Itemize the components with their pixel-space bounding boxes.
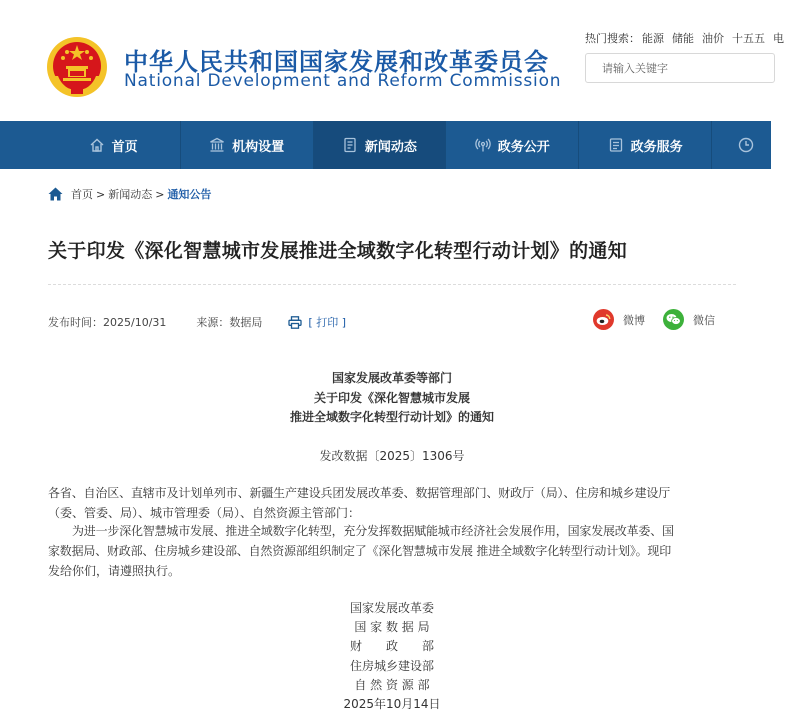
nav-item-organization[interactable]: [181, 121, 314, 169]
wechat-icon: [663, 309, 684, 330]
breadcrumb-link[interactable]: 新闻动态: [108, 188, 153, 201]
home-icon[interactable]: [48, 187, 63, 201]
breadcrumb: [48, 186, 211, 202]
search-box: [585, 53, 775, 83]
breadcrumb-separator: >: [96, 187, 106, 201]
doc-issuer: 国家发展改革委等部门: [331, 371, 452, 385]
breadcrumb-separator: >: [155, 187, 165, 201]
hot-search: [585, 30, 792, 46]
hot-term-link[interactable]: 十五五: [732, 32, 765, 45]
signatory: 住房城乡建设部: [349, 659, 434, 673]
nav-label: 政务服务: [630, 139, 683, 155]
news-icon: [342, 137, 358, 153]
nav-label: 首页: [111, 139, 138, 155]
hot-search-label: 热门搜索：: [585, 32, 640, 45]
printer-icon: [288, 316, 302, 329]
doc-heading-line: 推进全域数字化转型行动计划》的通知: [289, 410, 494, 424]
print-button[interactable]: [288, 314, 346, 330]
doc-text-line: 为进一步深化智慧城市发展、推进全域数字化转型，充分发挥数据赋能城市经济社会发展作用，国家发展改革委、国: [72, 524, 674, 538]
article-source: 来源：数据局: [196, 316, 263, 329]
article-title: 关于印发《深化智慧城市发展推进全域数字化转型行动计划》的通知: [48, 240, 628, 262]
doc-heading-line: 关于印发《深化智慧城市发展: [313, 391, 470, 405]
main-nav: [0, 121, 771, 169]
share-weixin-label: 微信: [693, 313, 715, 327]
print-label: [ 打印 ]: [308, 316, 346, 329]
publish-time: 发布时间：2025/10/31: [48, 316, 167, 329]
signatory: 自 然 资 源 部: [354, 678, 430, 692]
breadcrumb-current[interactable]: 通知公告: [167, 188, 212, 201]
nav-label: 政务公开: [497, 139, 550, 155]
signatory: 国家发展改革委: [349, 601, 434, 615]
doc-number: 发改数据〔2025〕1306号: [319, 449, 465, 463]
national-emblem-icon[interactable]: [46, 36, 108, 98]
nav-label: 机构设置: [232, 139, 285, 155]
nav-item-government-affairs[interactable]: [446, 121, 579, 169]
doc-body: [48, 521, 740, 581]
broadcast-icon: [475, 137, 491, 153]
site-title-en[interactable]: National Development and Reform Commission: [124, 71, 562, 91]
nav-label: 新闻动态: [364, 139, 417, 155]
site-title-cn[interactable]: 中华人民共和国国家发展和改革委员会: [124, 48, 549, 76]
doc-recipients: [48, 483, 740, 523]
share-weibo-button[interactable]: [593, 309, 645, 330]
signatory: 国 家 数 据 局: [354, 620, 430, 634]
hot-term-link[interactable]: 电: [773, 32, 784, 45]
document-icon: [608, 137, 624, 153]
search-input[interactable]: [586, 54, 774, 82]
title-divider: [48, 284, 736, 285]
clock-icon: [738, 137, 754, 153]
nav-item-services[interactable]: [579, 121, 712, 169]
home-icon: [89, 137, 105, 153]
doc-text-line: （委、管委、局）、城市管理委（局）、自然资源主管部门：: [48, 506, 361, 520]
nav-item-more[interactable]: [712, 121, 771, 169]
nav-item-home[interactable]: [0, 121, 181, 169]
doc-date: 2025年10月14日: [343, 697, 441, 711]
hot-term-link[interactable]: 油价: [702, 32, 724, 45]
article-meta: [48, 314, 346, 330]
building-icon: [209, 137, 225, 153]
hot-term-link[interactable]: 储能: [672, 32, 694, 45]
doc-text-line: 发给你们，请遵照执行。: [48, 564, 181, 578]
breadcrumb-link[interactable]: 首页: [71, 188, 93, 201]
doc-text-line: 家数据局、财政部、住房城乡建设部、自然资源部组织制定了《深化智慧城市发展 推进全域数字化转型行动计划》。现印: [48, 544, 672, 558]
weibo-icon: [593, 309, 614, 330]
signatory: 财 政 部: [349, 639, 434, 653]
nav-item-news[interactable]: [314, 121, 447, 169]
site-header: [0, 0, 784, 121]
share-weibo-label: 微博: [623, 313, 645, 327]
hot-term-link[interactable]: 能源: [642, 32, 664, 45]
doc-text-line: 各省、自治区、直辖市及计划单列市、新疆生产建设兵团发展改革委、数据管理部门、财政厅（局）、住房和城乡建设厅: [48, 486, 671, 500]
share-weixin-button[interactable]: [663, 309, 715, 330]
